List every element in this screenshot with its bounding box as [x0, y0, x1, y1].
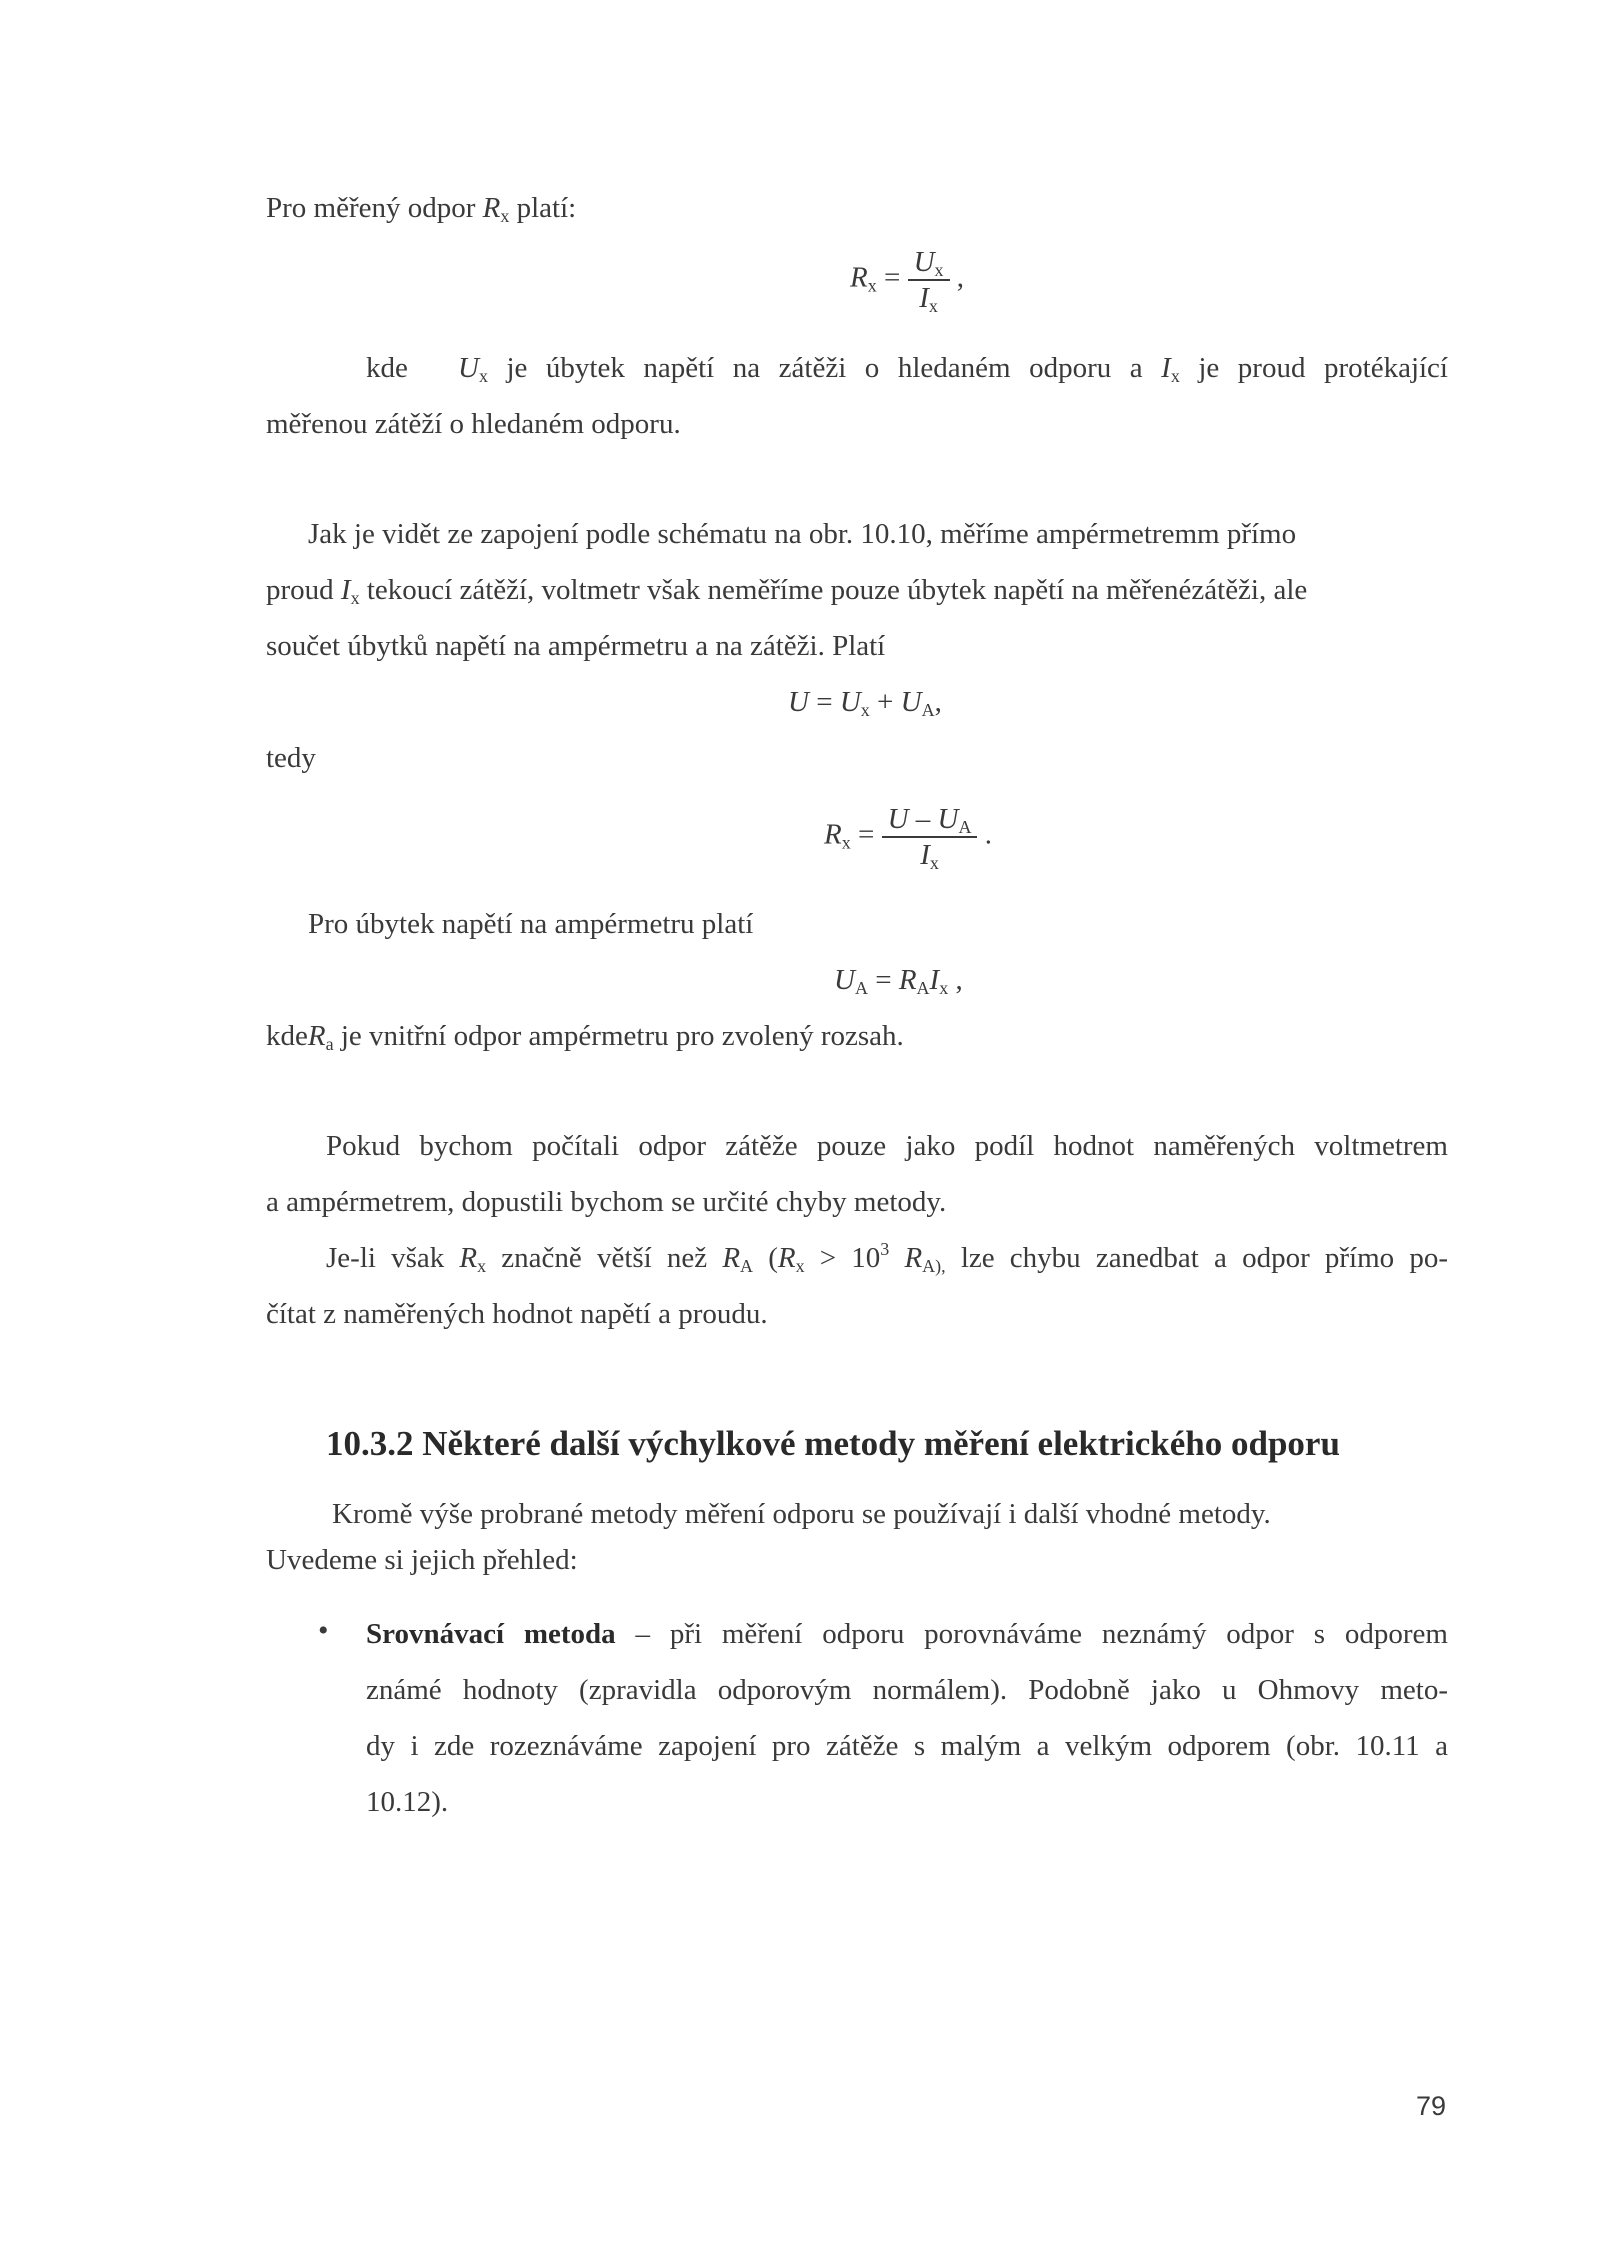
eq3-num-ua-sub: A — [958, 817, 972, 837]
eq3-lhs-sub: x — [841, 832, 851, 853]
p4-ra: R — [722, 1242, 741, 1274]
eq1-num-symbol: U — [913, 246, 935, 278]
eq3-den: I — [920, 839, 930, 871]
section-heading — [326, 1424, 1340, 1464]
eq2-equals: = — [808, 686, 840, 718]
section-line2 — [266, 1540, 578, 1580]
section-line1 — [332, 1494, 1271, 1534]
eq3-lhs: R — [824, 818, 842, 851]
eq4-ra: R — [898, 964, 917, 996]
intro-text: Pro měřený odpor — [266, 192, 483, 224]
where-u: U — [458, 352, 479, 384]
where-line-2-text: měřenou zátěží o hledaném odporu. — [266, 408, 681, 440]
where2-kde: kde — [266, 1020, 308, 1052]
eq1-den-symbol: I — [919, 282, 929, 314]
r-symbol: R — [482, 192, 501, 224]
eq2-u: U — [788, 686, 809, 718]
where2-end: je vnitřní odpor ampérmetru pro zvolený rozsah. — [333, 1020, 904, 1052]
p4-ra-sub: A — [740, 1256, 754, 1276]
para2-line2-start: proud — [266, 574, 341, 606]
section-line1-text: Kromě výše probrané metody měření odporu se používají i další vhodné metody. — [332, 1498, 1271, 1530]
para4-line1 — [326, 1126, 1448, 1166]
para3-line — [308, 904, 753, 944]
para2-i-sub: x — [350, 588, 360, 608]
bullet-line2 — [366, 1670, 1448, 1710]
p4-e — [889, 1242, 904, 1274]
eq1-lhs: R — [850, 261, 868, 294]
where-end: je proud protékající — [1179, 352, 1448, 384]
eq4-comma: , — [948, 964, 963, 996]
equation-u-sum — [788, 682, 942, 722]
bullet-line3-text: dy i zde rozeznáváme zapojení pro zátěže s malým a velkým odporem (obr. 10.11 a — [366, 1730, 1448, 1762]
para2-i: I — [340, 574, 351, 606]
para2-line1-text: Jak je vidět ze zapojení podle schématu na obr. 10.10, měříme ampérmetremm přímo — [308, 518, 1297, 550]
where2-r: R — [307, 1020, 326, 1052]
eq2-ua-sub: A — [921, 700, 935, 720]
equation-rx — [850, 245, 964, 315]
page-number-text: 79 — [1416, 2091, 1447, 2121]
eq1-comma: , — [956, 261, 965, 294]
p4-r: R — [459, 1242, 478, 1274]
p4-r-sub: x — [477, 1256, 487, 1276]
eq2-plus: + — [869, 686, 901, 718]
bullet-line4 — [366, 1782, 448, 1822]
where2-line — [266, 1016, 904, 1056]
eq3-equals: = — [850, 818, 875, 851]
eq4-ix-sub: x — [939, 978, 949, 998]
eq1-den-sub: x — [928, 296, 938, 316]
bullet-term: Srovnávací metoda — [366, 1618, 616, 1650]
bullet-symbol: • — [318, 1614, 329, 1647]
eq2-ux: U — [839, 686, 861, 718]
eq1-fraction — [908, 245, 950, 315]
where-i: I — [1161, 352, 1171, 384]
para4-line2-text: a ampérmetrem, dopustili bychom se určité chyby metody. — [266, 1186, 947, 1218]
eq1-lhs-sub: x — [867, 275, 877, 296]
bullet-line1 — [366, 1614, 1448, 1654]
para4-line4-text: čítat z naměřených hodnot napětí a proudu. — [266, 1298, 768, 1330]
para2-line2-end: tekoucí zátěží, voltmetr však neměříme pouze úbytek napětí na měřenézátěži, ale — [359, 574, 1308, 606]
eq3-period: . — [984, 818, 992, 851]
eq3-num-u: U — [887, 803, 909, 835]
where-line-2 — [266, 404, 681, 444]
para4-line1-text: Pokud bychom počítali odpor zátěže pouze jako podíl hodnot naměřených voltmetrem — [326, 1130, 1448, 1162]
section-line2-text: Uvedeme si jejich přehled: — [266, 1544, 578, 1576]
p4-a: Je-li však — [326, 1242, 460, 1274]
p4-exponent: 3 — [880, 1239, 890, 1259]
where2-r-sub: a — [325, 1034, 334, 1054]
p4-d: > 10 — [804, 1242, 881, 1274]
tedy-word — [266, 738, 316, 778]
eq2-ua: U — [900, 686, 922, 718]
eq3-den-sub: x — [929, 853, 939, 873]
eq3-numerator — [882, 802, 978, 838]
page-number — [1416, 2086, 1446, 2126]
p4-b: značně větší než — [486, 1242, 723, 1274]
para3-text: Pro úbytek napětí na ampérmetru platí — [308, 908, 754, 940]
p4-ra2: R — [904, 1242, 923, 1274]
where-i-sub: x — [1170, 366, 1180, 386]
p4-c: ( — [753, 1242, 778, 1274]
eq4-ua: U — [834, 964, 855, 996]
bullet-icon — [318, 1614, 329, 1648]
equation-ua — [834, 960, 963, 1000]
eq4-ix: I — [929, 964, 940, 996]
where-line-1 — [458, 348, 1448, 388]
section-heading-text: 10.3.2 Některé další výchylkové metody měření elektrického odporu — [326, 1424, 1340, 1463]
eq3-num-ua: U — [937, 803, 959, 835]
p4-ra2-sub: A), — [922, 1256, 946, 1276]
eq2-comma: , — [934, 686, 942, 718]
eq1-denominator — [908, 281, 950, 315]
where-u-sub: x — [478, 366, 488, 386]
intro-text-end: platí: — [509, 192, 577, 224]
bullet-line1-rest: – při měření odporu porovnáváme neznámý odpor s odporem — [615, 1618, 1448, 1650]
equation-rx-corrected — [824, 802, 992, 872]
bullet-line4-text: 10.12). — [366, 1786, 449, 1818]
eq3-denominator — [882, 838, 978, 872]
p4-rx2-sub: x — [795, 1256, 805, 1276]
eq2-ux-sub: x — [860, 700, 870, 720]
where-mid: je úbytek napětí na zátěži o hledaném odporu a — [487, 352, 1162, 384]
intro-line — [266, 188, 576, 228]
eq1-num-sub: x — [934, 260, 944, 280]
para4-line4 — [266, 1294, 768, 1334]
x-subscript: x — [500, 206, 510, 226]
bullet-line3 — [366, 1726, 1448, 1766]
para2-line1 — [308, 514, 1296, 554]
tedy-text: tedy — [266, 742, 316, 774]
where-kde — [366, 348, 408, 388]
p4-f: lze chybu zanedbat a odpor přímo po- — [945, 1242, 1448, 1274]
kde-word: kde — [366, 352, 408, 384]
para4-line2 — [266, 1182, 946, 1222]
para2-line2 — [266, 570, 1307, 610]
bullet-line2-text: známé hodnoty (zpravidla odporovým normálem). Podobně jako u Ohmovy meto- — [366, 1674, 1448, 1706]
eq1-numerator — [908, 245, 950, 281]
eq3-minus: – — [908, 803, 938, 835]
eq4-ua-sub: A — [854, 978, 868, 998]
para2-line3 — [266, 626, 885, 666]
eq4-ra-sub: A — [916, 978, 930, 998]
para4-line3 — [326, 1238, 1448, 1278]
eq4-equals: = — [867, 964, 899, 996]
eq3-fraction — [882, 802, 978, 872]
p4-rx2: R — [777, 1242, 796, 1274]
eq1-equals: = — [876, 261, 901, 294]
para2-line3-text: součet úbytků napětí na ampérmetru a na zátěži. Platí — [266, 630, 886, 662]
